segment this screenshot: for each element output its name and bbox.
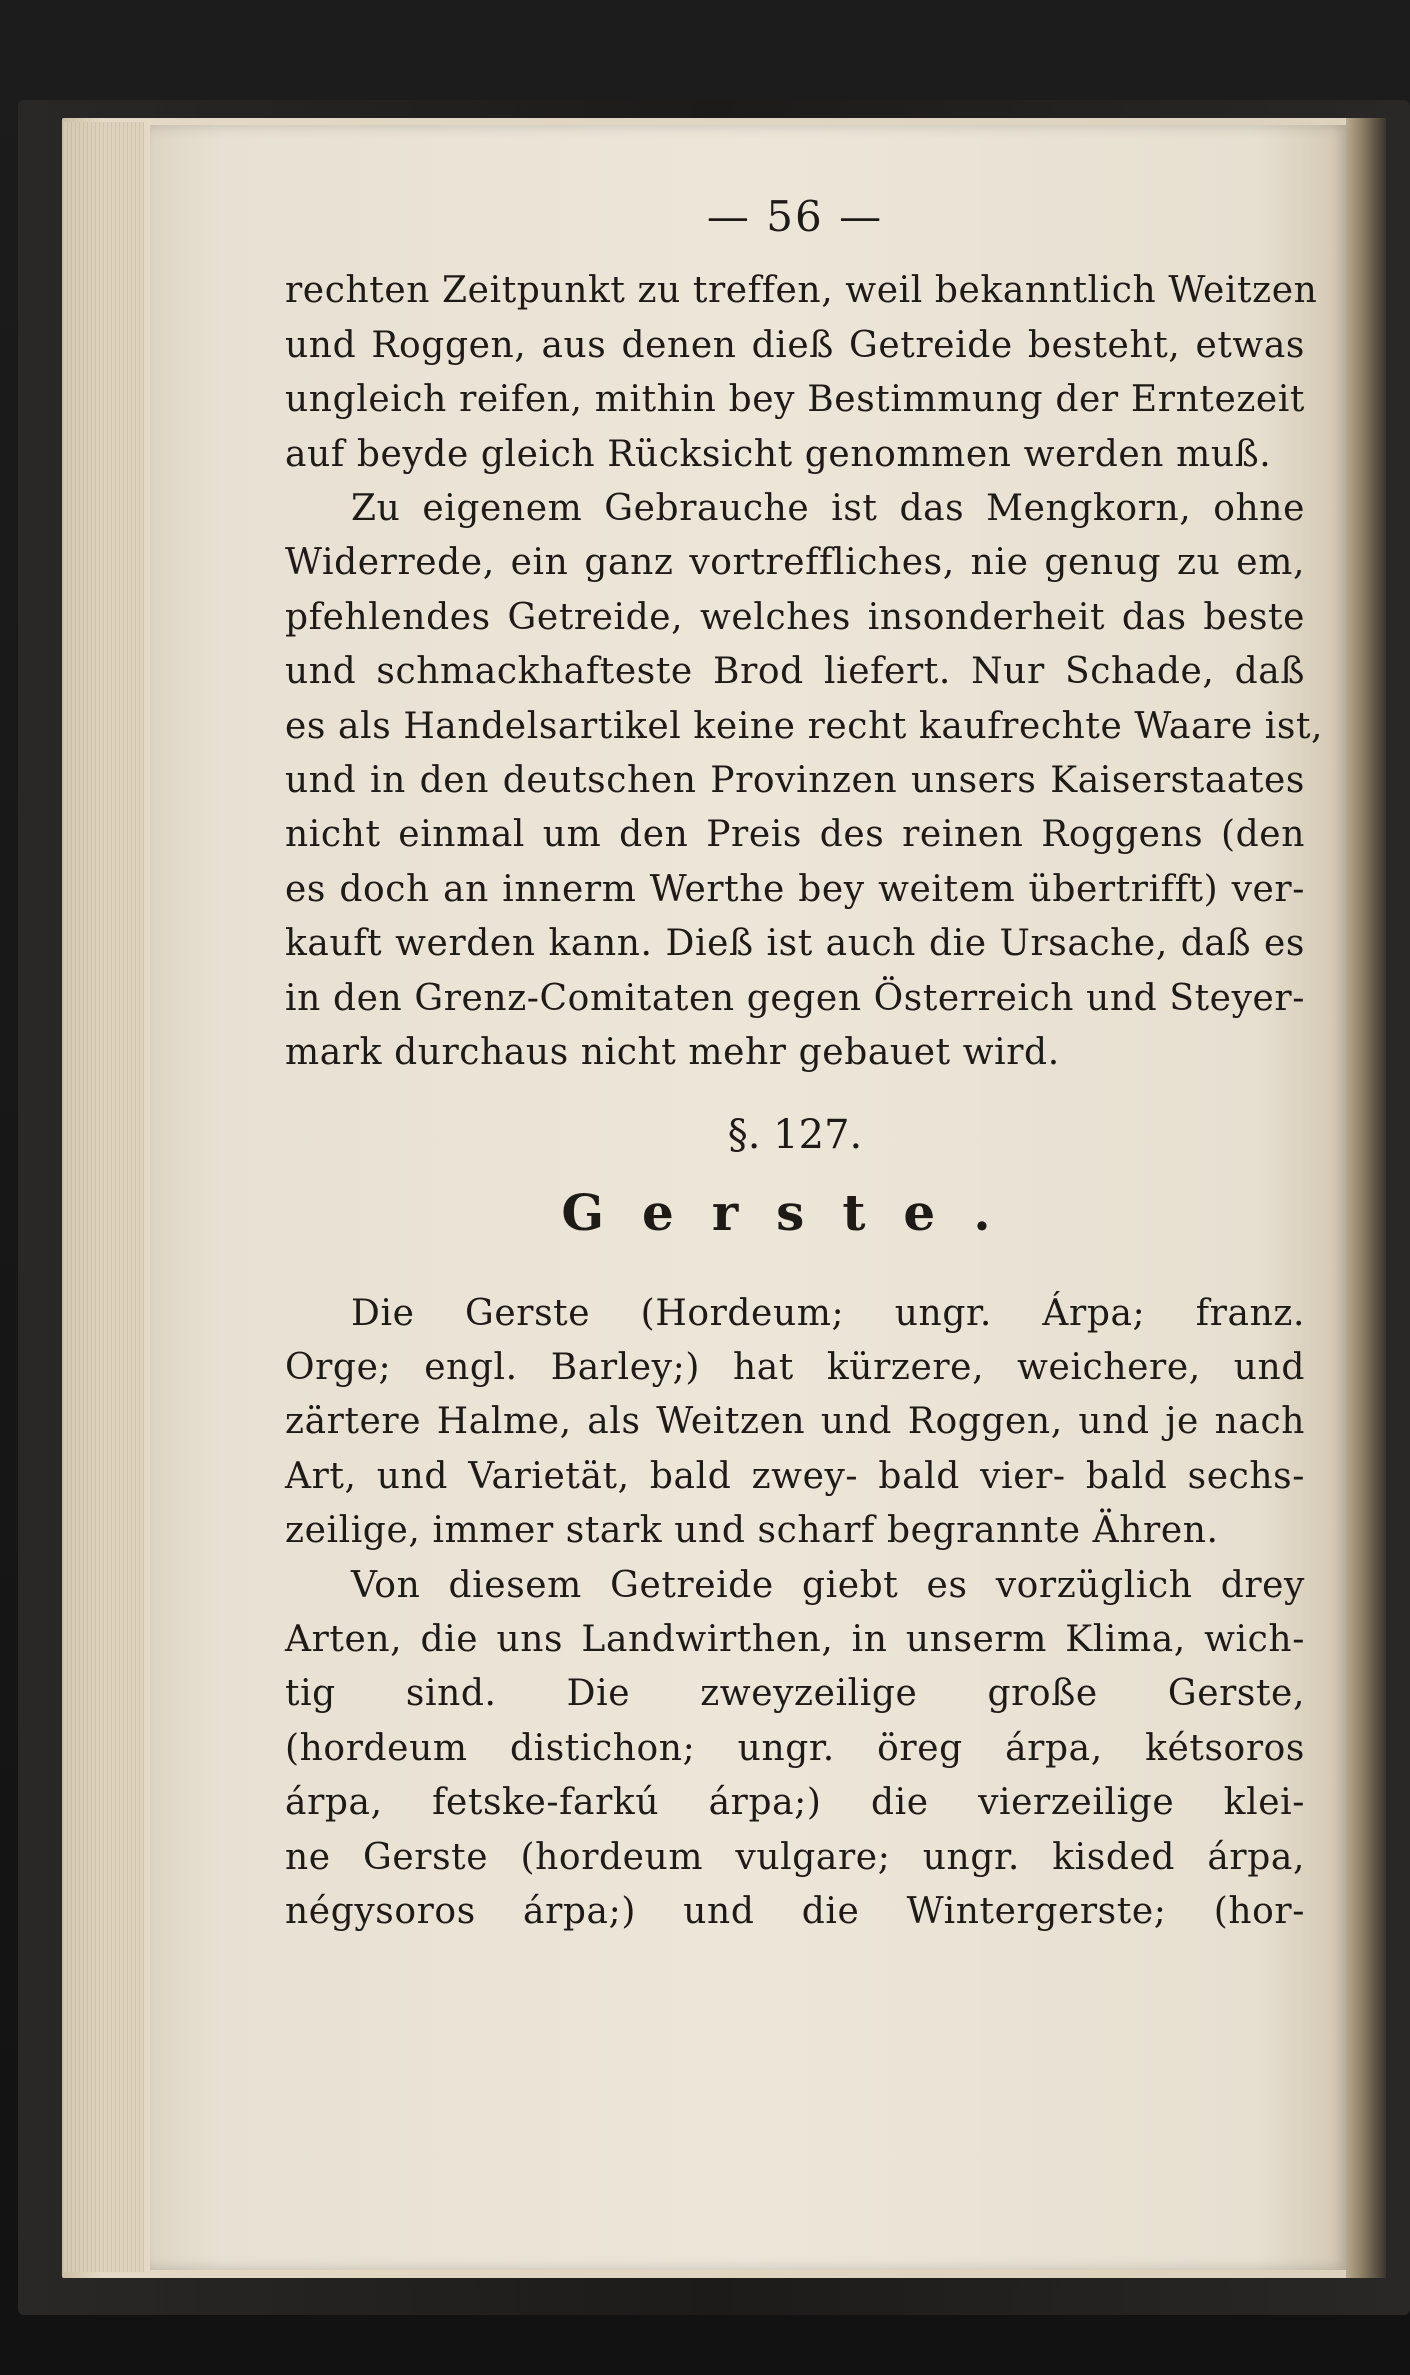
page-number: — 56 — — [706, 192, 884, 241]
text-line: Orge; engl. Barley;) hat kürzere, weichere, und — [285, 1346, 1305, 1388]
text-line: und schmackhafteste Brod liefert. Nur Schade, daß — [285, 651, 1305, 693]
text-line: Arten, die uns Landwirthen, in unserm Klima, wich- — [285, 1618, 1305, 1660]
paragraph-2 — [285, 482, 1324, 1080]
text-line: (hordeum distichon; ungr. öreg árpa, kétsoros — [285, 1727, 1305, 1769]
text-line: pfehlendes Getreide, welches insonderheit das beste — [285, 596, 1305, 638]
paragraph-1 — [285, 264, 1318, 482]
text-line: es doch an innerm Werthe bey weitem übertrifft) ver- — [285, 868, 1305, 910]
text-line: Die Gerste (Hordeum; ungr. Árpa; franz. — [351, 1292, 1305, 1334]
text-line: es als Handelsartikel keine recht kaufrechte Waare ist, — [285, 705, 1324, 747]
text-line: ungleich reifen, mithin bey Bestimmung der Erntezeit — [285, 379, 1305, 421]
book-gutter — [1346, 118, 1386, 2278]
text-line: Von diesem Getreide giebt es vorzüglich drey — [351, 1564, 1305, 1606]
text-line: auf beyde gleich Rücksicht genommen werden muß. — [285, 433, 1272, 475]
paragraph-4 — [285, 1559, 1305, 1940]
text-line: ne Gerste (hordeum vulgare; ungr. kisded árpa, — [285, 1836, 1305, 1878]
page-edges — [64, 122, 144, 2272]
page-text — [285, 190, 1324, 1939]
section-number: §. 127. — [727, 1111, 863, 1158]
text-line: Art, und Varietät, bald zwey- bald vier- bald sechs- — [285, 1455, 1305, 1497]
text-line: kauft werden kann. Dieß ist auch die Ursache, daß es — [285, 923, 1305, 965]
text-line: und in den deutschen Provinzen unsers Kaiserstaates — [285, 760, 1305, 802]
text-line: in den Grenz-Comitaten gegen Österreich und Steyer- — [285, 977, 1305, 1019]
text-line: tig sind. Die zweyzeilige große Gerste, — [285, 1673, 1305, 1715]
text-line: Widerrede, ein ganz vortreffliches, nie genug zu em, — [285, 542, 1305, 584]
text-line: mark durchaus nicht mehr gebauet wird. — [285, 1032, 1060, 1074]
text-line: zärtere Halme, als Weitzen und Roggen, und je nach — [285, 1401, 1305, 1443]
text-line: Zu eigenem Gebrauche ist das Mengkorn, ohne — [351, 488, 1305, 530]
paragraph-3 — [285, 1287, 1305, 1559]
text-line: zeilige, immer stark und scharf begrannte Ähren. — [285, 1510, 1219, 1552]
section-title: Gerste. — [561, 1182, 1029, 1242]
text-line: négysoros árpa;) und die Wintergerste; (hor- — [285, 1890, 1305, 1932]
text-line: rechten Zeitpunkt zu treffen, weil bekanntlich Weitzen — [285, 270, 1318, 312]
text-line: nicht einmal um den Preis des reinen Roggens (den — [285, 814, 1305, 856]
text-line: árpa, fetske-farkú árpa;) die vierzeilige klei- — [285, 1782, 1305, 1824]
text-line: und Roggen, aus denen dieß Getreide besteht, etwas — [285, 324, 1305, 366]
